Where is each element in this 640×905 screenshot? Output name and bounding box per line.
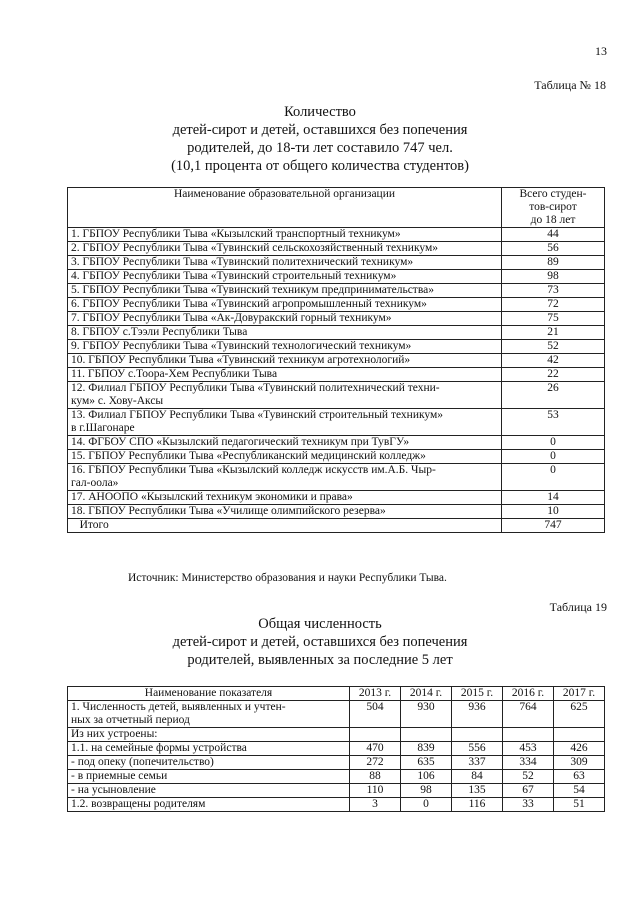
- orphans-count-cell: 98: [502, 270, 605, 284]
- table-row: [68, 340, 605, 354]
- org-name-cell: [68, 242, 502, 256]
- year-value-cell: 635: [401, 756, 452, 770]
- year-value-cell: 764: [503, 701, 554, 728]
- header-count-line: тов-сирот: [529, 201, 577, 213]
- year-value-cell: 426: [554, 742, 605, 756]
- year-value-cell: [350, 728, 401, 742]
- orphans-count-cell: 44: [502, 228, 605, 242]
- table-row: [68, 368, 605, 382]
- indicator-name-line: 1. Численность детей, выявленных и учтен-: [71, 701, 286, 713]
- indicator-name-cell: [68, 798, 350, 812]
- indicator-name-cell: [68, 701, 350, 728]
- org-name-cell: [68, 409, 502, 436]
- indicator-name-line: ных за отчетный период: [71, 714, 190, 726]
- indicator-name-line: - под опеку (попечительство): [71, 756, 214, 768]
- table-row: [68, 436, 605, 450]
- year-value-cell: 504: [350, 701, 401, 728]
- table-row: [68, 756, 605, 770]
- orphans-count-cell: 0: [502, 436, 605, 450]
- table-row: [68, 784, 605, 798]
- org-name-cell: [68, 436, 502, 450]
- header-year: 2014 г.: [401, 687, 452, 701]
- org-name-cell: [68, 450, 502, 464]
- year-value-cell: 51: [554, 798, 605, 812]
- year-value-cell: 135: [452, 784, 503, 798]
- table-19-title-line: родителей, выявленных за последние 5 лет: [187, 652, 453, 668]
- year-value-cell: 453: [503, 742, 554, 756]
- indicator-name-cell: [68, 756, 350, 770]
- header-count-line: до 18 лет: [530, 214, 576, 226]
- table-row: [68, 519, 605, 533]
- org-name-line: 5. ГБПОУ Республики Тыва «Тувинский техникум предпринимательства»: [71, 284, 434, 296]
- table-row: [68, 312, 605, 326]
- table-18-title-line: Количество: [284, 104, 356, 120]
- header-orphans-count: [502, 188, 605, 228]
- year-value-cell: 470: [350, 742, 401, 756]
- org-name-line: 14. ФГБОУ СПО «Кызылский педагогический техникум при ТувГУ»: [71, 436, 410, 448]
- org-name-line: 15. ГБПОУ Республики Тыва «Республиканский медицинский колледж»: [71, 450, 426, 462]
- orphans-count-cell: 14: [502, 491, 605, 505]
- org-name-line: 4. ГБПОУ Республики Тыва «Тувинский строительный техникум»: [71, 270, 397, 282]
- orphans-count-cell: 22: [502, 368, 605, 382]
- year-value-cell: [401, 728, 452, 742]
- year-value-cell: 337: [452, 756, 503, 770]
- year-value-cell: 309: [554, 756, 605, 770]
- year-value-cell: 52: [503, 770, 554, 784]
- table-19-title-line: Общая численность: [258, 616, 382, 632]
- org-name-line: 6. ГБПОУ Республики Тыва «Тувинский агропромышленный техникум»: [71, 298, 427, 310]
- orphans-count-cell: 56: [502, 242, 605, 256]
- orphans-count-cell: 53: [502, 409, 605, 436]
- table-row: [68, 256, 605, 270]
- orphans-count-cell: 42: [502, 354, 605, 368]
- year-value-cell: 54: [554, 784, 605, 798]
- year-value-cell: 625: [554, 701, 605, 728]
- table-row: [68, 382, 605, 409]
- table-19-title-line: детей-сирот и детей, оставшихся без попечения: [172, 634, 468, 650]
- header-year: 2013 г.: [350, 687, 401, 701]
- org-name-line: 3. ГБПОУ Республики Тыва «Тувинский политехнический техникум»: [71, 256, 414, 268]
- indicator-name-cell: [68, 770, 350, 784]
- table-row: [68, 450, 605, 464]
- table-row: [68, 409, 605, 436]
- table-row: [68, 728, 605, 742]
- orphans-count-cell: 52: [502, 340, 605, 354]
- year-value-cell: 116: [452, 798, 503, 812]
- org-name-line: 2. ГБПОУ Республики Тыва «Тувинский сельскохозяйственный техникум»: [71, 242, 439, 254]
- table-18-title: [0, 103, 640, 175]
- indicator-name-cell: [68, 784, 350, 798]
- org-name-cell: [68, 298, 502, 312]
- orphans-count-cell: 89: [502, 256, 605, 270]
- header-year: 2017 г.: [554, 687, 605, 701]
- year-value-cell: 3: [350, 798, 401, 812]
- header-count-line: Всего студен-: [519, 188, 587, 200]
- org-name-line: 7. ГБПОУ Республики Тыва «Ак-Довуракский горный техникум»: [71, 312, 392, 324]
- table-row: [68, 270, 605, 284]
- year-value-cell: 936: [452, 701, 503, 728]
- orphans-count-cell: 0: [502, 450, 605, 464]
- indicator-name-line: - на усыновление: [71, 784, 156, 796]
- year-value-cell: 556: [452, 742, 503, 756]
- table-18-title-line: детей-сирот и детей, оставшихся без попечения: [172, 122, 468, 138]
- org-name-line: 8. ГБПОУ с.Тээли Республики Тыва: [71, 326, 248, 338]
- header-year: 2016 г.: [503, 687, 554, 701]
- table-row: [68, 701, 605, 728]
- orphans-count-cell: 75: [502, 312, 605, 326]
- org-name-line: 18. ГБПОУ Республики Тыва «Училище олимпийского резерва»: [71, 505, 386, 517]
- table-row: [68, 242, 605, 256]
- indicator-name-cell: [68, 742, 350, 756]
- orphans-count-cell: 73: [502, 284, 605, 298]
- org-name-cell: [68, 464, 502, 491]
- org-name-cell: [68, 382, 502, 409]
- org-name-cell: [68, 326, 502, 340]
- table-row: [68, 298, 605, 312]
- table-row: [68, 228, 605, 242]
- year-value-cell: 88: [350, 770, 401, 784]
- year-value-cell: 33: [503, 798, 554, 812]
- year-value-cell: 98: [401, 784, 452, 798]
- table-row: [68, 770, 605, 784]
- header-indicator-name: Наименование показателя: [68, 687, 350, 701]
- page-number: 13: [595, 44, 607, 58]
- table-18: [67, 187, 605, 533]
- org-name-cell: [68, 256, 502, 270]
- year-value-cell: 839: [401, 742, 452, 756]
- org-name-line: кум» с. Хову-Аксы: [71, 395, 164, 407]
- table-19-title: [0, 615, 640, 669]
- table-row: [68, 505, 605, 519]
- org-name-line: Итого: [71, 519, 109, 531]
- year-value-cell: 930: [401, 701, 452, 728]
- orphans-count-cell: 10: [502, 505, 605, 519]
- org-name-line: в г.Шагонаре: [71, 422, 135, 434]
- table-row: [68, 284, 605, 298]
- table-18-title-line: (10,1 процента от общего количества студентов): [171, 158, 469, 174]
- orphans-count-cell: 26: [502, 382, 605, 409]
- table-row: [68, 491, 605, 505]
- table-19: [67, 686, 605, 812]
- year-value-cell: [452, 728, 503, 742]
- org-name-line: 1. ГБПОУ Республики Тыва «Кызылский транспортный техникум»: [71, 228, 401, 240]
- org-name-line: 17. АНООПО «Кызылский техникум экономики и права»: [71, 491, 353, 503]
- orphans-count-cell: 21: [502, 326, 605, 340]
- indicator-name-cell: [68, 728, 350, 742]
- table-18-title-line: родителей, до 18-ти лет составило 747 чел.: [187, 140, 453, 156]
- indicator-name-line: 1.2. возвращены родителям: [71, 798, 206, 810]
- header-org-name: Наименование образовательной организации: [68, 188, 502, 228]
- org-name-line: 12. Филиал ГБПОУ Республики Тыва «Тувинский политехнический техни-: [71, 382, 440, 394]
- year-value-cell: [554, 728, 605, 742]
- org-name-line: гал-оола»: [71, 477, 119, 489]
- orphans-count-cell: 747: [502, 519, 605, 533]
- year-value-cell: 67: [503, 784, 554, 798]
- orphans-count-cell: 72: [502, 298, 605, 312]
- org-name-cell: [68, 340, 502, 354]
- org-name-cell: [68, 354, 502, 368]
- org-name-line: 13. Филиал ГБПОУ Республики Тыва «Тувинский строительный техникум»: [71, 409, 444, 421]
- year-value-cell: 334: [503, 756, 554, 770]
- table-row: [68, 326, 605, 340]
- org-name-cell: [68, 270, 502, 284]
- table-19-header-row: [68, 687, 605, 701]
- org-name-cell: [68, 519, 502, 533]
- org-name-cell: [68, 505, 502, 519]
- indicator-name-line: Из них устроены:: [71, 728, 158, 740]
- org-name-line: 16. ГБПОУ Республики Тыва «Кызылский колледж искусств им.А.Б. Чыр-: [71, 464, 436, 476]
- year-value-cell: 272: [350, 756, 401, 770]
- table-18-header-row: [68, 188, 605, 228]
- org-name-line: 11. ГБПОУ с.Тоора-Хем Республики Тыва: [71, 368, 278, 380]
- table-row: [68, 354, 605, 368]
- org-name-cell: [68, 312, 502, 326]
- org-name-line: 9. ГБПОУ Республики Тыва «Тувинский технологический техникум»: [71, 340, 412, 352]
- year-value-cell: 84: [452, 770, 503, 784]
- source-note: Источник: Министерство образования и науки Республики Тыва.: [128, 572, 447, 584]
- org-name-cell: [68, 228, 502, 242]
- indicator-name-line: - в приемные семьи: [71, 770, 168, 782]
- year-value-cell: 63: [554, 770, 605, 784]
- year-value-cell: 0: [401, 798, 452, 812]
- year-value-cell: 110: [350, 784, 401, 798]
- orphans-count-cell: 0: [502, 464, 605, 491]
- header-year: 2015 г.: [452, 687, 503, 701]
- table-19-label: Таблица 19: [549, 600, 607, 614]
- indicator-name-line: 1.1. на семейные формы устройства: [71, 742, 247, 754]
- org-name-cell: [68, 491, 502, 505]
- table-18-label: Таблица № 18: [534, 78, 606, 92]
- table-row: [68, 742, 605, 756]
- year-value-cell: [503, 728, 554, 742]
- org-name-cell: [68, 368, 502, 382]
- table-row: [68, 798, 605, 812]
- table-row: [68, 464, 605, 491]
- org-name-line: 10. ГБПОУ Республики Тыва «Тувинский техникум агротехнологий»: [71, 354, 411, 366]
- org-name-cell: [68, 284, 502, 298]
- year-value-cell: 106: [401, 770, 452, 784]
